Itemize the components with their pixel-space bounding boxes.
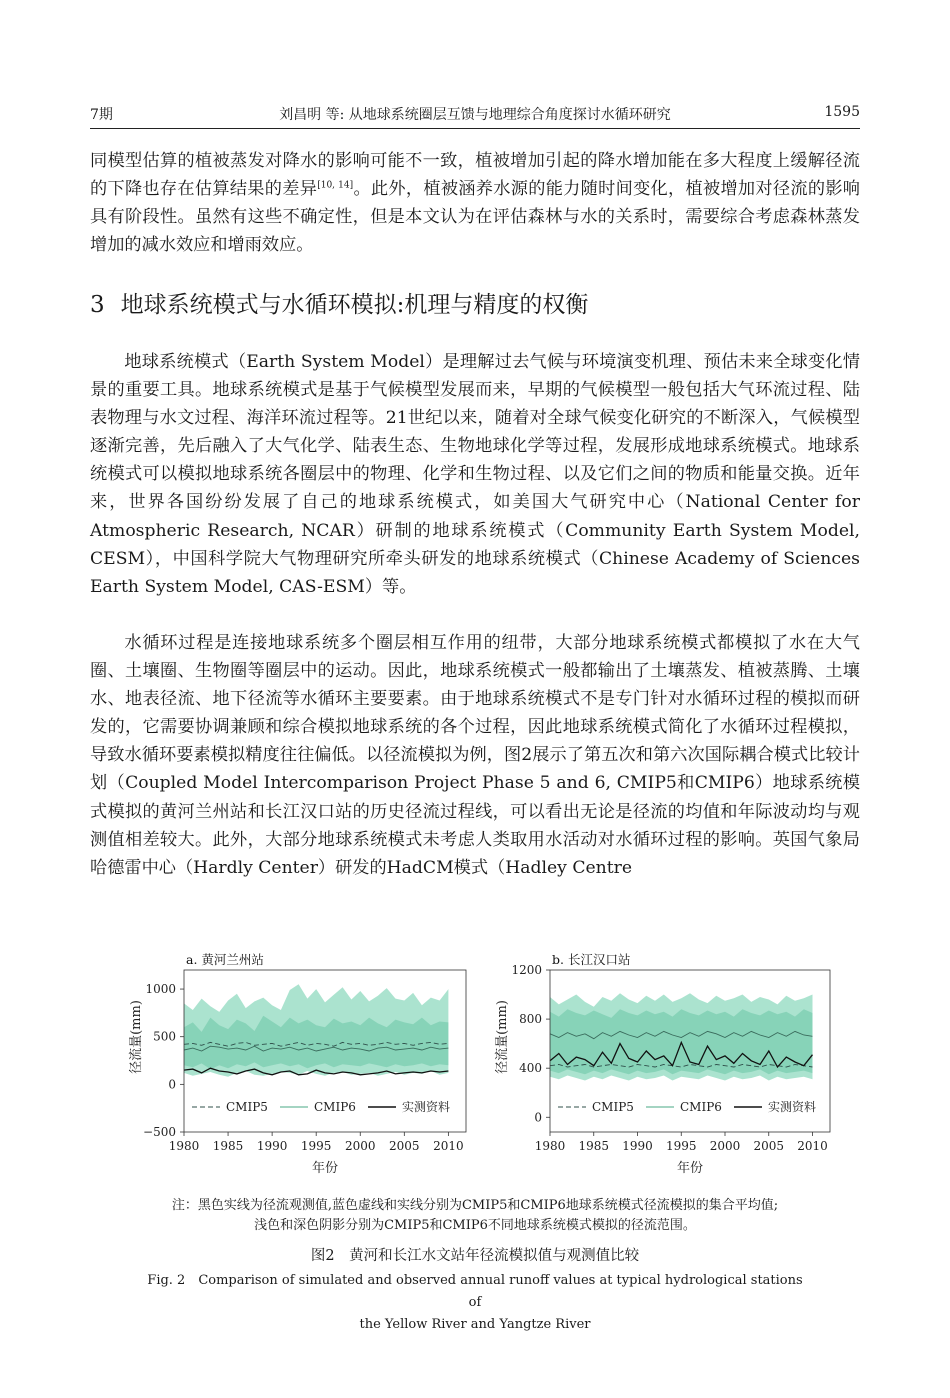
y-tick-label: 1200	[511, 963, 542, 977]
x-tick-label: 2000	[709, 1139, 741, 1153]
y-axis-label: 径流量(mm)	[495, 1000, 510, 1074]
figure-caption-cn: 图2 黄河和长江水文站年径流模拟值与观测值比较	[310, 1248, 640, 1264]
panel-title: a. 黄河兰州站	[186, 952, 264, 967]
panel-title: b. 长江汉口站	[552, 952, 631, 967]
legend-label-3: 实测资料	[402, 1100, 451, 1114]
y-tick-label: 500	[153, 1029, 176, 1044]
x-tick-label: 2010	[797, 1139, 828, 1153]
header-rule	[90, 128, 860, 129]
figure-caption-en-line2: the Yellow River and Yangtze River	[359, 1317, 591, 1332]
x-tick-label: 2005	[389, 1139, 420, 1153]
figure-note-line2: 浅色和深色阴影分别为CMIP5和CMIP6不同地球系统模式模拟的径流范围。	[254, 1218, 696, 1233]
x-axis-label: 年份	[676, 1161, 704, 1176]
legend-label-1: CMIP5	[592, 1100, 634, 1114]
x-tick-label: 2010	[433, 1139, 464, 1153]
x-tick-label: 1980	[168, 1139, 200, 1153]
y-tick-label: 800	[519, 1012, 542, 1027]
y-tick-label: −500	[143, 1125, 176, 1139]
y-tick-label: 0	[168, 1077, 176, 1092]
chart-panel-yellow-river	[128, 952, 466, 1176]
paragraph-water-cycle: 水循环过程是连接地球系统多个圈层相互作用的纽带，大部分地球系统模式都模拟了水在大气圈、土壤圈、生物圈等圈层中的运动。因此，地球系统模式一般都输出了土壤蒸发、植被蒸腾、土壤水、地表径流、地下径流等水循环主要要素。由于地球系统模式不是专门针对水循环过程的模拟而研发的，它需要协调兼顾和综合模拟地球系统的各个过程，因此地球系统模式简化了水循环过程模拟，导致水循环要素模拟精度往往偏低。以径流模拟为例，图2展示了第五次和第六次国际耦合模式比较计划（Coupled Model Intercomparison Project Phase 5 and 6, CMIP5和CMIP6）地球系统模式模拟的黄河兰州站和长江汉口站的历史径流过程线，可以看出无论是径流的均值和年际波动均与观测值相差较大。此外，大部分地球系统模式未考虑人类取用水活动对水循环过程的影响。英国气象局哈德雷中心（Hardly Center）研发的HadCM模式（Hadley Centre	[90, 633, 860, 878]
x-tick-label: 1980	[534, 1139, 566, 1153]
x-tick-label: 2005	[753, 1139, 785, 1153]
paragraph-earth-system-model: 地球系统模式（Earth System Model）是理解过去气候与环境演变机理、预估未来全球变化情景的重要工具。地球系统模式是基于气候模型发展而来，早期的气候模型一般包括大气环流过程、陆表物理与水文过程、海洋环流过程等。21世纪以来，随着对全球气候变化研究的不断深入，气候模型逐渐完善，先后融入了大气化学、陆表生态、生物地球化学等过程，发展形成地球系统模式。地球系统模式可以模拟地球系统各圈层中的物理、化学和生物过程、以及它们之间的物质和能量交换。近年来，世界各国纷纷发展了自己的地球系统模式，如美国大气研究中心（National Center for Atmospheric Research, NCAR）研制的地球系统模式（Community Earth System Model, CESM），中国科学院大气物理研究所牵头研发的地球系统模式（Chinese Academy of Sciences Earth System Model, CAS-ESM）等。	[90, 352, 860, 597]
x-axis-label: 年份	[311, 1161, 339, 1176]
running-title: 刘昌明 等: 从地球系统圈层互馈与地理综合角度探讨水循环研究	[279, 107, 671, 123]
p1-text-a: 同模型估算的植被蒸发对降水的影响可能不一致，植被增加引起的降水增加能在多大程度上缓解径流的下降也存在估算结果的差异	[90, 151, 860, 200]
chart-panel-yangtze-river	[494, 952, 830, 1176]
x-tick-label: 1995	[300, 1139, 332, 1153]
legend-label-2: CMIP6	[680, 1100, 722, 1114]
figure-2	[110, 948, 840, 1188]
page-number: 1595	[824, 104, 860, 120]
x-tick-label: 1985	[578, 1139, 610, 1153]
figure-caption-en	[140, 1270, 810, 1336]
legend-label-2: CMIP6	[314, 1100, 356, 1114]
issue-number: 7期	[90, 107, 113, 123]
x-tick-label: 1985	[212, 1139, 244, 1153]
y-tick-label: 400	[519, 1061, 542, 1076]
running-header	[90, 104, 860, 128]
y-tick-label: 1000	[145, 982, 176, 997]
figure-caption-en-line1: Fig. 2 Comparison of simulated and observed annual runoff values at typical hydrological stations of	[147, 1273, 803, 1310]
p1-text-b: 。此外，植被涵养水源的能力随时间变化，植被增加对径流的影响具有阶段性。虽然有这些不确定性，但是本文认为在评估森林与水的关系时，需要综合考虑森林蒸发增加的减水效应和增雨效应。	[90, 179, 860, 256]
legend-label-1: CMIP5	[226, 1100, 268, 1114]
y-tick-label: 0	[534, 1110, 542, 1125]
section-title: 地球系统模式与水循环模拟:机理与精度的权衡	[120, 292, 589, 318]
section-heading	[90, 286, 588, 319]
x-tick-label: 1990	[256, 1139, 288, 1153]
paragraph-continued	[90, 147, 860, 259]
x-tick-label: 2000	[344, 1139, 376, 1153]
x-tick-label: 1995	[665, 1139, 697, 1153]
x-tick-label: 1990	[622, 1139, 653, 1153]
legend-label-3: 实测资料	[768, 1100, 817, 1114]
citation-ref[interactable]: [10, 14]	[317, 180, 354, 191]
y-axis-label: 径流量(mm)	[129, 1000, 144, 1074]
figure-note-line1: 注：黑色实线为径流观测值,蓝色虚线和实线分别为CMIP5和CMIP6地球系统模式径流模拟的集合平均值;	[171, 1198, 779, 1213]
section-number: 3	[90, 292, 105, 318]
